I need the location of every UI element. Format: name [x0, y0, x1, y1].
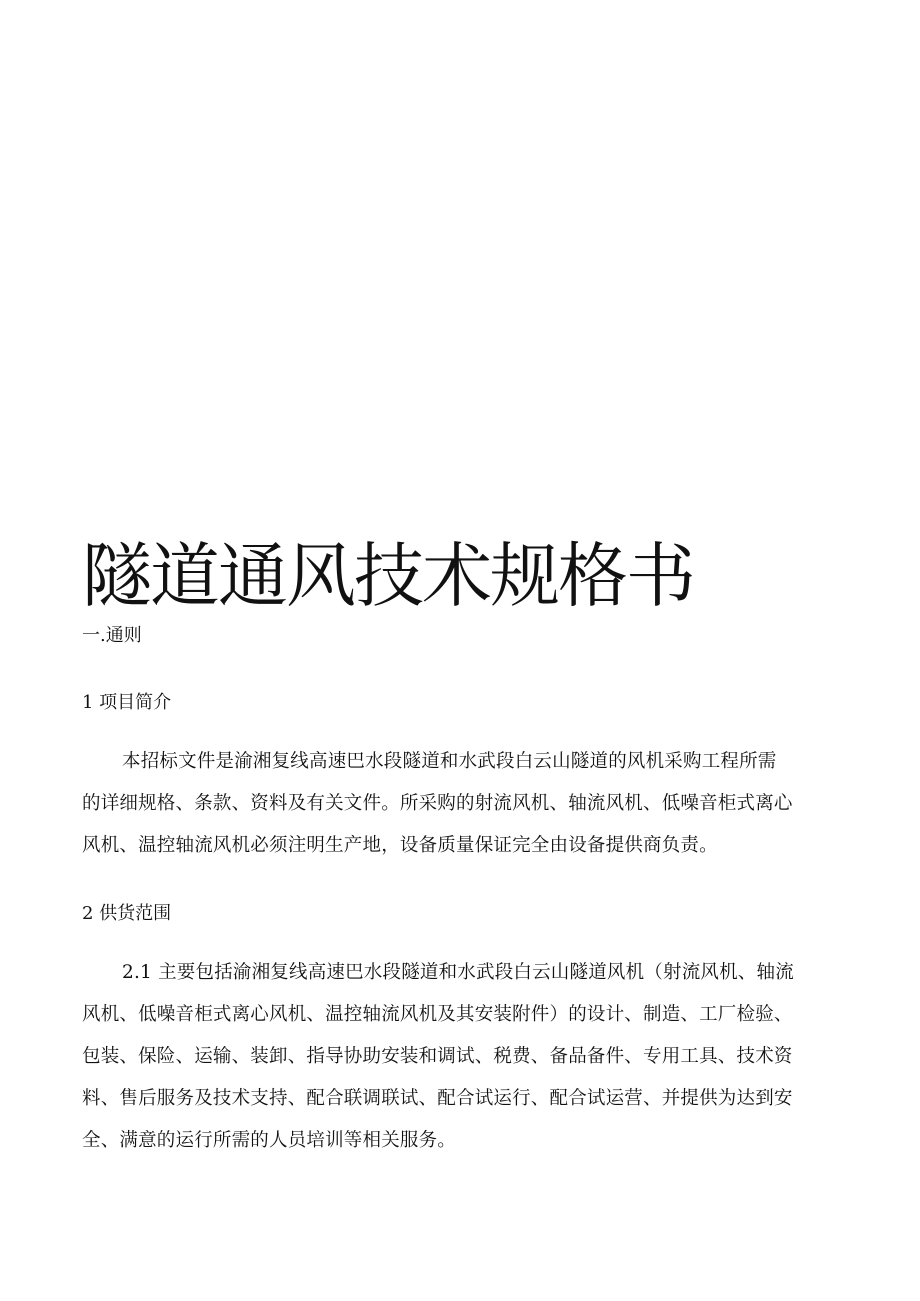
document-title: 隧道通风技术规格书 — [82, 535, 694, 617]
paragraph-line: 的详细规格、条款、资料及有关文件。所采购的射流风机、轴流风机、低噪音柜式离心 — [82, 793, 793, 814]
paragraph-supply-scope — [82, 952, 852, 1162]
paragraph-line: 料、售后服务及技术支持、配合联调联试、配合试运行、配合试运营、并提供为达到安 — [82, 1088, 793, 1109]
paragraph-line: 全、满意的运行所需的人员培训等相关服务。 — [82, 1130, 457, 1151]
paragraph-line: 风机、低噪音柜式离心风机、温控轴流风机及其安装附件）的设计、制造、工厂检验、 — [82, 1004, 793, 1025]
paragraph-line: 本招标文件是渝湘复线高速巴水段隧道和水武段白云山隧道的风机采购工程所需 — [122, 751, 777, 772]
section-heading: 一.通则 — [82, 625, 142, 646]
subsection-heading-supply-scope: 2 供货范围 — [82, 903, 172, 924]
subsection-heading-project-intro: 1 项目简介 — [82, 692, 172, 713]
paragraph-line: 风机、温控轴流风机必须注明生产地，设备质量保证完全由设备提供商负责。 — [82, 835, 718, 856]
paragraph-line: 2.1 主要包括渝湘复线高速巴水段隧道和水武段白云山隧道风机（射流风机、轴流 — [122, 962, 794, 983]
paragraph-project-intro — [82, 741, 852, 867]
paragraph-line: 包装、保险、运输、装卸、指导协助安装和调试、税费、备品备件、专用工具、技术资 — [82, 1046, 793, 1067]
